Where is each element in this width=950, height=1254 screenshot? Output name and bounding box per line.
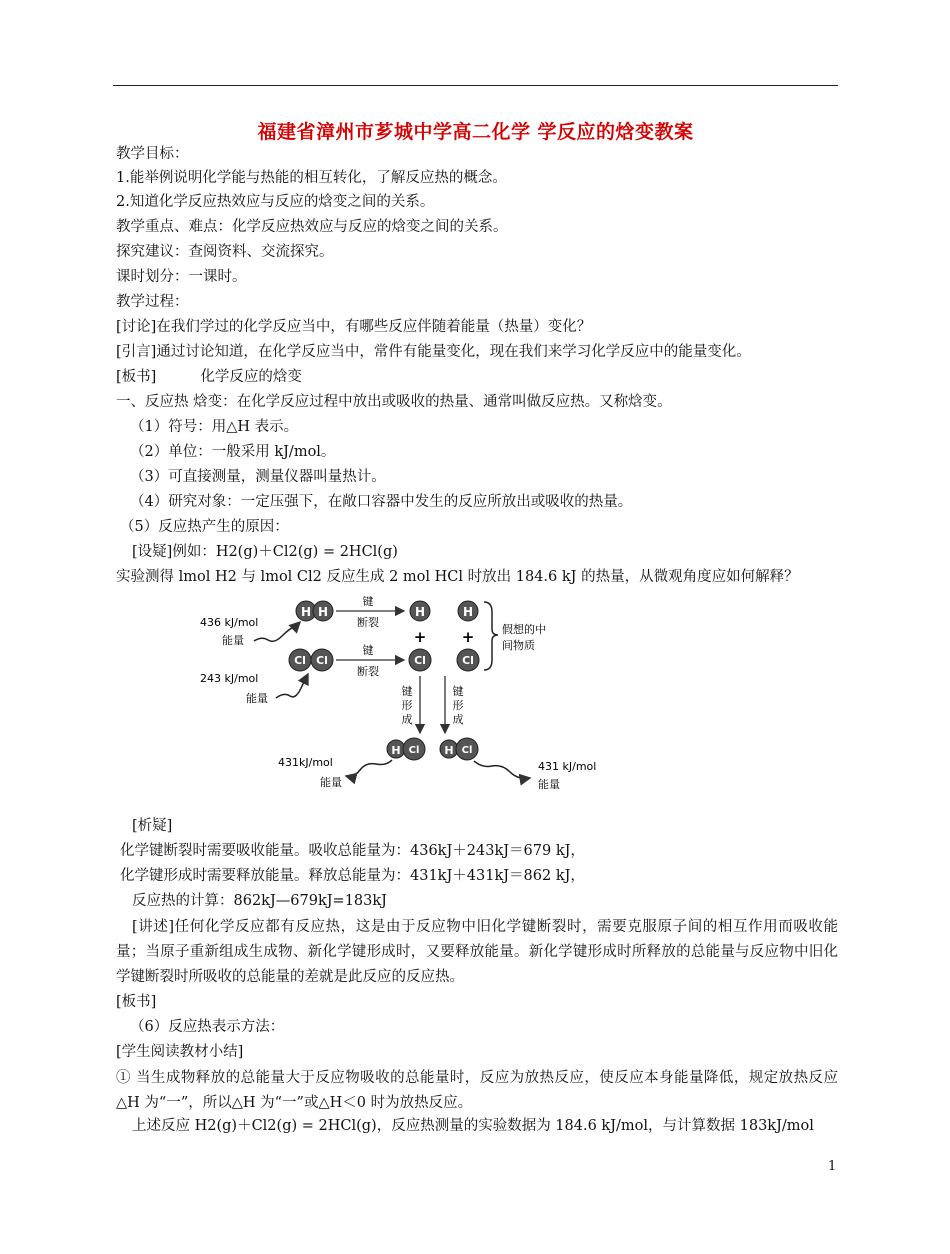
board-heading-1	[116, 367, 302, 387]
bond-form-label: 形	[401, 699, 413, 712]
energy-label: 能量	[538, 778, 560, 791]
question-example: [设疑]例如：H2(g)＋Cl2(g) = 2HCl(g)	[132, 544, 398, 560]
analysis-calc: 反应热的计算：862kJ—679kJ=183kJ	[132, 893, 387, 909]
atom-label: Cl	[294, 654, 306, 667]
page-number: 1	[828, 1159, 837, 1174]
energy-release-arrow-left	[346, 760, 392, 776]
energy-label: 能量	[222, 634, 244, 647]
header-rule	[113, 85, 838, 86]
discussion: [讨论]在我们学过的化学反应当中，有哪些反应伴随着能量（热量）变化？	[116, 319, 592, 335]
energy-release-arrow-right	[474, 761, 530, 778]
bond-break-label: 键	[362, 644, 374, 657]
item-research-object: （4）研究对象：一定压强下，在敞口容器中发生的反应所放出或吸收的热量。	[130, 494, 633, 510]
hcl-molecule-right	[440, 738, 478, 760]
board-tag: [板书]	[116, 369, 157, 385]
atom-label: Cl	[461, 745, 473, 756]
atom-label: H	[414, 605, 426, 619]
plus-sign: +	[413, 628, 427, 646]
item-unit: （2）单位：一般采用 kJ/mol。	[130, 444, 336, 460]
item-representation: （6）反应热表示方法：	[130, 1019, 285, 1035]
experiment-statement: 实验测得 lmol H2 与 lmol Cl2 反应生成 2 mol HCl 时放出 184.6 kJ 的热量，从微观角度应如何解释？	[116, 569, 799, 585]
goal-1: 1.能举例说明化学能与热能的相互转化，了解反应热的概念。	[116, 170, 507, 186]
bond-energy-diagram	[196, 596, 616, 796]
teaching-goals-heading: 教学目标：	[116, 146, 189, 162]
hcl-molecule-left	[387, 738, 425, 760]
board-topic: 化学反应的焓变	[200, 369, 302, 385]
energy-hh-value: 436 kJ/mol	[200, 616, 259, 629]
bond-form-label: 形	[452, 699, 464, 712]
document-title: 福建省漳州市芗城中学高二化学 学反应的焓变教案	[257, 121, 694, 143]
energy-absorb-arrow-cl2	[276, 674, 308, 698]
bond-break-label: 断裂	[357, 616, 379, 629]
energy-label: 能量	[320, 776, 342, 789]
atom-label: Cl	[408, 745, 420, 756]
plus-sign: +	[461, 628, 475, 646]
teaching-process-heading: 教学过程：	[116, 294, 189, 310]
board-heading-2: [板书]	[116, 994, 157, 1010]
atom-label: H	[300, 605, 312, 619]
energy-label: 能量	[246, 692, 268, 705]
atom-label: H	[317, 605, 329, 619]
analysis-tag: [析疑]	[132, 818, 173, 834]
introduction: [引言]通过讨论知道，在化学反应当中，常件有能量变化，现在我们来学习化学反应中的能量变化。	[116, 344, 751, 360]
bond-form-label: 成	[452, 713, 464, 726]
bond-form-label: 键	[401, 685, 413, 698]
energy-hcl-left-value: 431kJ/mol	[278, 756, 333, 769]
reading-summary: [学生阅读教材小结]	[116, 1044, 244, 1060]
intermediate-label: 间物质	[502, 639, 535, 652]
section-reaction-heat: 一、反应热 焓变：在化学反应过程中放出或吸收的热量、通常叫做反应热。又称焓变。	[116, 394, 672, 410]
bond-break-label: 断裂	[357, 665, 379, 678]
item-symbol: （1）符号：用△H 表示。	[130, 419, 299, 435]
key-points: 教学重点、难点：化学反应热效应与反应的焓变之间的关系。	[116, 219, 508, 235]
atom-label: Cl	[414, 654, 426, 667]
analysis-break: 化学键断裂时需要吸收能量。吸收总能量为：436kJ＋243kJ＝679 kJ，	[120, 843, 585, 859]
intermediate-brace	[484, 602, 498, 670]
exploration-advice: 探究建议：查阅资料、交流探究。	[116, 244, 334, 260]
measurement-comparison: 上述反应 H2(g)＋Cl2(g) = 2HCl(g)，反应热测量的实验数据为 184.6 kJ/mol，与计算数据 183kJ/mol	[132, 1118, 814, 1134]
h2-molecule	[296, 601, 333, 621]
bond-break-label: 键	[362, 596, 374, 608]
atom-label: Cl	[462, 654, 474, 667]
class-hours: 课时划分：一课时。	[116, 269, 247, 285]
item-measurement: （3）可直接测量，测量仪器叫量热计。	[130, 469, 386, 485]
intermediate-label: 假想的中	[502, 623, 546, 636]
atom-label: H	[444, 744, 454, 757]
energy-hcl-right-value: 431 kJ/mol	[538, 760, 597, 773]
lecture-paragraph: [讲述]任何化学反应都有反应热，这是由于反应物中旧化学键断裂时，需要克服原子间的相互作用而吸收能量；当原子重新组成生成物、新化学键形成时，又要释放能量。新化学键形成时所释放的总能量与反应物中旧化学键断裂时所吸收的总能量的差就是此反应的反应热。	[116, 919, 838, 985]
atom-label: Cl	[316, 654, 328, 667]
analysis-form: 化学键形成时需要释放能量。释放总能量为：431kJ＋431kJ＝862 kJ，	[120, 868, 585, 884]
exothermic-paragraph: ① 当生成物释放的总能量大于反应物吸收的总能量时，反应为放热反应，使反应本身能量降低，规定放热反应△H 为“一”，所以△H 为“一”或△H＜0 时为放热反应。	[116, 1070, 838, 1111]
bond-form-label: 成	[401, 713, 413, 726]
bond-form-label: 键	[452, 685, 464, 698]
energy-clcl-value: 243 kJ/mol	[200, 672, 259, 685]
cl2-molecule	[289, 649, 333, 671]
goal-2: 2.知道化学反应热效应与反应的焓变之间的关系。	[116, 194, 435, 210]
energy-absorb-arrow-h2	[254, 622, 300, 641]
atom-label: H	[462, 605, 474, 619]
atom-label: H	[391, 744, 401, 757]
item-cause: （5）反应热产生的原因：	[120, 519, 289, 535]
